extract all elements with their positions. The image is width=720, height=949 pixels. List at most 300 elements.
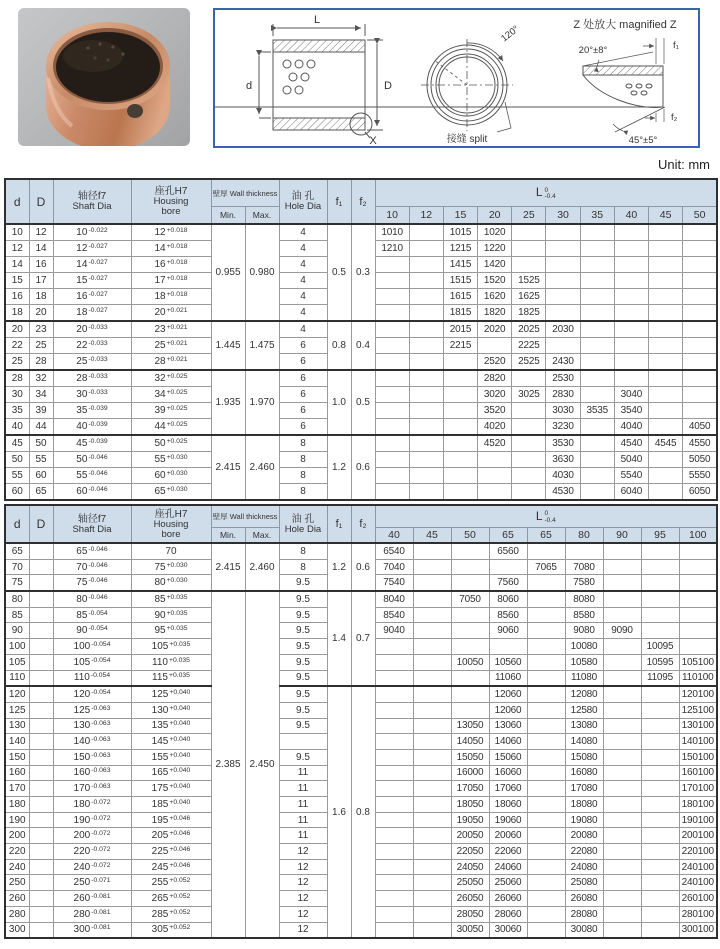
shaft-dia-cell: $28^{-0.033}$ xyxy=(53,370,131,387)
l-value-cell xyxy=(683,403,717,419)
l-value-cell: 2020 xyxy=(478,321,512,338)
l-column-header: 90 xyxy=(603,528,641,544)
tolerance: -0.081 xyxy=(91,908,111,916)
shaft-dia-cell: $50^{-0.046}$ xyxy=(53,452,131,468)
housing-bore-cell: $44^{+0.025}$ xyxy=(131,419,211,436)
tolerance: +0.018 xyxy=(166,259,188,266)
hole-dia-cell: 4 xyxy=(279,224,327,241)
l-value-cell xyxy=(413,906,451,922)
l-value-cell xyxy=(478,484,512,501)
shaft-dia-cell: $10^{-0.022}$ xyxy=(53,224,131,241)
tolerance: -0.046 xyxy=(88,577,108,585)
d-cell: 90 xyxy=(5,623,29,639)
d-cell: 35 xyxy=(5,403,29,419)
l-value-cell: 8560 xyxy=(489,607,527,623)
l-value-cell: 18080 xyxy=(565,797,603,813)
housing-bore-cell: $135^{+0.040}$ xyxy=(131,718,211,734)
l-value-cell xyxy=(409,338,443,354)
D-cell xyxy=(29,875,53,891)
housing-bore-cell: $55^{+0.030}$ xyxy=(131,452,211,468)
L-tolerance: 0 -0.4 xyxy=(544,510,556,524)
housing-bore-cell: $28^{+0.021}$ xyxy=(131,354,211,371)
hole-dia-cell: 9.5 xyxy=(279,749,327,765)
l-value-cell xyxy=(580,241,614,257)
l-value-cell xyxy=(641,702,679,718)
D-cell xyxy=(29,906,53,922)
l-value-cell xyxy=(580,370,614,387)
hole-dia-cell: 4 xyxy=(279,273,327,289)
l-value-cell xyxy=(603,543,641,559)
f2-label: f₂ xyxy=(671,112,678,123)
D-cell: 60 xyxy=(29,468,53,484)
l-value-cell xyxy=(375,797,413,813)
l-value-cell: 260100 xyxy=(679,891,717,907)
tolerance: -0.054 xyxy=(88,609,108,617)
f2-value-cell: 0.5 xyxy=(351,370,375,435)
d-cell: 105 xyxy=(5,654,29,670)
l-value-cell xyxy=(603,639,641,655)
dim-d-label: d xyxy=(245,80,253,92)
l-value-cell xyxy=(527,797,565,813)
l-value-cell xyxy=(409,354,443,371)
l-value-cell: 7040 xyxy=(375,559,413,575)
l-value-cell: 4520 xyxy=(478,435,512,452)
D-cell: 16 xyxy=(29,257,53,273)
l-value-cell xyxy=(409,321,443,338)
wall-max-cell: 1.475 xyxy=(245,321,279,370)
l-value-cell xyxy=(375,468,409,484)
housing-bore-cell: $85^{+0.035}$ xyxy=(131,591,211,607)
l-value-cell xyxy=(512,484,546,501)
d-cell: 20 xyxy=(5,321,29,338)
spec-row xyxy=(5,591,717,607)
l-value-cell xyxy=(443,484,477,501)
l-value-cell: 1220 xyxy=(478,241,512,257)
wall-max-cell: 2.460 xyxy=(245,435,279,500)
l-column-header: 65 xyxy=(527,528,565,544)
housing-bore-cell: $125^{+0.040}$ xyxy=(131,686,211,702)
wall-min-cell: 1.935 xyxy=(211,370,245,435)
D-cell xyxy=(29,828,53,844)
l-column-header: 50 xyxy=(683,207,717,225)
hole-dia-cell: 4 xyxy=(279,289,327,305)
tolerance: +0.021 xyxy=(166,307,188,314)
D-cell: 12 xyxy=(29,224,53,241)
l-value-cell xyxy=(603,559,641,575)
tolerance: +0.040 xyxy=(169,798,191,806)
d-cell: 14 xyxy=(5,257,29,273)
l-value-cell xyxy=(527,906,565,922)
hole-dia-cell: 12 xyxy=(279,844,327,860)
shaft-dia-cell: $110^{-0.054}$ xyxy=(53,670,131,686)
shaft-dia-cell: $200^{-0.072}$ xyxy=(53,828,131,844)
d-cell: 80 xyxy=(5,591,29,607)
f1-value-cell: 1.6 xyxy=(327,686,351,938)
f2-value-cell: 0.3 xyxy=(351,224,375,321)
l-value-cell xyxy=(375,844,413,860)
l-value-cell xyxy=(409,419,443,436)
housing-bore-cell: $145^{+0.040}$ xyxy=(131,734,211,750)
l-value-cell xyxy=(478,338,512,354)
tolerance: -0.063 xyxy=(91,767,111,775)
l-value-cell: 25080 xyxy=(565,875,603,891)
l-value-cell xyxy=(546,257,580,273)
l-value-cell xyxy=(409,224,443,241)
l-value-cell xyxy=(375,639,413,655)
housing-bore-cell: $39^{+0.025}$ xyxy=(131,403,211,419)
D-cell: 39 xyxy=(29,403,53,419)
tolerance: +0.040 xyxy=(169,704,191,712)
l-column-header: 10 xyxy=(375,207,409,225)
l-value-cell: 24080 xyxy=(565,859,603,875)
shaft-dia-cell: $260^{-0.081}$ xyxy=(53,891,131,907)
l-value-cell xyxy=(512,435,546,452)
housing-bore-cell: $265^{+0.052}$ xyxy=(131,891,211,907)
tolerance: -0.072 xyxy=(91,814,111,822)
hole-dia-cell: 9.5 xyxy=(279,702,327,718)
l-value-cell: 180100 xyxy=(679,797,717,813)
l-value-cell: 7560 xyxy=(489,575,527,591)
l-value-cell: 1815 xyxy=(443,305,477,322)
l-value-cell: 28060 xyxy=(489,906,527,922)
header-hole-en: Hole Dia xyxy=(284,201,322,212)
shaft-dia-cell: $60^{-0.046}$ xyxy=(53,484,131,501)
header-hole-en: Hole Dia xyxy=(284,523,322,535)
l-value-cell xyxy=(649,321,683,338)
shaft-dia-cell: $22^{-0.033}$ xyxy=(53,338,131,354)
d-cell: 110 xyxy=(5,670,29,686)
l-value-cell: 12080 xyxy=(565,686,603,702)
l-value-cell: 125100 xyxy=(679,702,717,718)
spec-row xyxy=(5,224,717,241)
l-value-cell xyxy=(413,875,451,891)
tolerance: -0.063 xyxy=(91,736,111,744)
l-value-cell: 12580 xyxy=(565,702,603,718)
tolerance: +0.052 xyxy=(169,877,191,885)
D-cell: 25 xyxy=(29,338,53,354)
shaft-dia-cell: $150^{-0.063}$ xyxy=(53,749,131,765)
l-value-cell: 10560 xyxy=(489,654,527,670)
d-cell: 50 xyxy=(5,452,29,468)
l-value-cell: 4020 xyxy=(478,419,512,436)
D-cell xyxy=(29,922,53,938)
l-value-cell xyxy=(649,468,683,484)
header-f1: f₁ xyxy=(327,179,351,224)
spec-table-small-sizes xyxy=(4,178,718,501)
housing-bore-cell: $305^{+0.052}$ xyxy=(131,922,211,938)
l-value-cell: 2030 xyxy=(546,321,580,338)
l-value-cell xyxy=(413,859,451,875)
l-value-cell xyxy=(580,224,614,241)
l-value-cell xyxy=(413,607,451,623)
l-value-cell: 10050 xyxy=(451,654,489,670)
l-value-cell xyxy=(580,484,614,501)
D-cell: 14 xyxy=(29,241,53,257)
l-value-cell xyxy=(375,718,413,734)
l-value-cell: 200100 xyxy=(679,828,717,844)
l-value-cell xyxy=(443,419,477,436)
l-value-cell: 13080 xyxy=(565,718,603,734)
l-value-cell xyxy=(375,452,409,468)
l-value-cell xyxy=(512,452,546,468)
l-value-cell xyxy=(603,828,641,844)
l-value-cell xyxy=(603,844,641,860)
tolerance: -0.054 xyxy=(91,656,111,664)
l-value-cell: 17080 xyxy=(565,781,603,797)
l-value-cell xyxy=(679,639,717,655)
tolerance: -0.039 xyxy=(88,438,108,445)
l-value-cell xyxy=(683,305,717,322)
l-value-cell: 3230 xyxy=(546,419,580,436)
shaft-dia-cell: $30^{-0.033}$ xyxy=(53,387,131,403)
l-value-cell: 30080 xyxy=(565,922,603,938)
l-value-cell xyxy=(375,749,413,765)
hole-dia-cell: 6 xyxy=(279,370,327,387)
l-value-cell xyxy=(603,607,641,623)
l-value-cell: 1620 xyxy=(478,289,512,305)
l-value-cell xyxy=(527,891,565,907)
l-value-cell: 170100 xyxy=(679,781,717,797)
l-value-cell: 4040 xyxy=(614,419,648,436)
l-value-cell xyxy=(546,241,580,257)
l-value-cell xyxy=(443,452,477,468)
l-value-cell: 8060 xyxy=(489,591,527,607)
tolerance: +0.040 xyxy=(169,689,191,697)
l-value-cell xyxy=(451,639,489,655)
l-value-cell xyxy=(649,305,683,322)
l-value-cell xyxy=(409,305,443,322)
header-hole-cn: 油 孔 xyxy=(291,191,315,202)
l-value-cell: 28080 xyxy=(565,906,603,922)
l-value-cell: 30060 xyxy=(489,922,527,938)
tolerance: -0.046 xyxy=(88,486,108,493)
l-value-cell: 15060 xyxy=(489,749,527,765)
l-value-cell xyxy=(512,468,546,484)
l-value-cell xyxy=(649,387,683,403)
shaft-dia-cell: $170^{-0.063}$ xyxy=(53,781,131,797)
l-value-cell xyxy=(580,354,614,371)
spec-row xyxy=(5,370,717,387)
spec-table-large-sizes xyxy=(4,504,718,939)
l-value-cell xyxy=(409,403,443,419)
l-value-cell xyxy=(603,654,641,670)
D-cell xyxy=(29,686,53,702)
tolerance: +0.021 xyxy=(166,324,188,331)
l-value-cell: 1015 xyxy=(443,224,477,241)
l-value-cell xyxy=(580,387,614,403)
tolerance: +0.052 xyxy=(169,892,191,900)
l-value-cell xyxy=(375,435,409,452)
d-cell: 100 xyxy=(5,639,29,655)
d-cell: 125 xyxy=(5,702,29,718)
l-value-cell: 17060 xyxy=(489,781,527,797)
l-value-cell xyxy=(683,273,717,289)
l-value-cell xyxy=(375,670,413,686)
l-value-cell xyxy=(546,273,580,289)
housing-bore-cell: $75^{+0.030}$ xyxy=(131,559,211,575)
wall-max-cell: 2.460 xyxy=(245,543,279,591)
l-column-header: 30 xyxy=(546,207,580,225)
l-value-cell: 130100 xyxy=(679,718,717,734)
tolerance: -0.072 xyxy=(91,845,111,853)
housing-bore-cell: $17^{+0.018}$ xyxy=(131,273,211,289)
l-value-cell xyxy=(641,607,679,623)
l-value-cell xyxy=(443,468,477,484)
hole-dia-cell: 6 xyxy=(279,387,327,403)
l-value-cell: 18060 xyxy=(489,797,527,813)
l-value-cell xyxy=(375,765,413,781)
header-f2: f₂ xyxy=(351,505,375,543)
l-value-cell xyxy=(679,559,717,575)
l-value-cell: 1820 xyxy=(478,305,512,322)
l-value-cell: 280100 xyxy=(679,906,717,922)
shaft-dia-cell: $40^{-0.039}$ xyxy=(53,419,131,436)
l-value-cell xyxy=(527,812,565,828)
D-cell xyxy=(29,639,53,655)
l-value-cell xyxy=(527,718,565,734)
hole-dia-cell: 6 xyxy=(279,419,327,436)
housing-bore-cell: $95^{+0.035}$ xyxy=(131,623,211,639)
l-value-cell: 22060 xyxy=(489,844,527,860)
header-housing-en2: bore xyxy=(161,206,181,217)
shaft-dia-cell: $65^{-0.046}$ xyxy=(53,543,131,559)
l-value-cell xyxy=(641,765,679,781)
l-value-cell: 4030 xyxy=(546,468,580,484)
l-value-cell xyxy=(375,781,413,797)
l-value-cell xyxy=(413,765,451,781)
l-value-cell: 11080 xyxy=(565,670,603,686)
shaft-dia-cell: $100^{-0.054}$ xyxy=(53,639,131,655)
header-D: D xyxy=(29,179,53,224)
l-value-cell: 2520 xyxy=(478,354,512,371)
l-value-cell: 1625 xyxy=(512,289,546,305)
l-value-cell: 6040 xyxy=(614,484,648,501)
l-column-header: 45 xyxy=(649,207,683,225)
D-cell: 23 xyxy=(29,321,53,338)
l-value-cell xyxy=(614,305,648,322)
l-value-cell: 120100 xyxy=(679,686,717,702)
l-value-cell: 105100 xyxy=(679,654,717,670)
D-cell: 20 xyxy=(29,305,53,322)
housing-bore-cell: $18^{+0.018}$ xyxy=(131,289,211,305)
hole-dia-cell: 9.5 xyxy=(279,654,327,670)
l-value-cell xyxy=(649,241,683,257)
l-column-header: 40 xyxy=(375,528,413,544)
hole-dia-cell: 12 xyxy=(279,891,327,907)
l-value-cell: 19080 xyxy=(565,812,603,828)
l-value-cell xyxy=(413,718,451,734)
l-column-header: 35 xyxy=(580,207,614,225)
l-value-cell: 2820 xyxy=(478,370,512,387)
hole-dia-cell: 12 xyxy=(279,875,327,891)
l-value-cell: 1615 xyxy=(443,289,477,305)
l-value-cell: 3040 xyxy=(614,387,648,403)
l-value-cell: 7050 xyxy=(451,591,489,607)
hole-dia-cell: 12 xyxy=(279,859,327,875)
d-cell: 55 xyxy=(5,468,29,484)
l-value-cell: 2525 xyxy=(512,354,546,371)
l-value-cell xyxy=(375,484,409,501)
d-cell: 190 xyxy=(5,812,29,828)
tolerance: -0.046 xyxy=(88,545,108,553)
angle-120-label: 120° xyxy=(499,23,522,45)
l-value-cell: 2830 xyxy=(546,387,580,403)
l-value-cell xyxy=(641,559,679,575)
bushing-photo-illustration xyxy=(18,8,190,146)
shaft-dia-cell: $45^{-0.039}$ xyxy=(53,435,131,452)
l-value-cell xyxy=(375,403,409,419)
wall-max-cell: 2.450 xyxy=(245,591,279,938)
tolerance: -0.081 xyxy=(91,924,111,932)
tolerance: -0.063 xyxy=(91,783,111,791)
shaft-dia-cell: $20^{-0.033}$ xyxy=(53,321,131,338)
l-value-cell xyxy=(603,875,641,891)
dim-X-label: X xyxy=(369,135,377,146)
l-value-cell: 4550 xyxy=(683,435,717,452)
tolerance: -0.046 xyxy=(88,470,108,477)
l-value-cell: 8540 xyxy=(375,607,413,623)
l-value-cell: 3020 xyxy=(478,387,512,403)
wall-min-cell: 0.955 xyxy=(211,224,245,321)
l-value-cell xyxy=(641,797,679,813)
shaft-dia-cell: $35^{-0.039}$ xyxy=(53,403,131,419)
l-value-cell xyxy=(413,591,451,607)
shaft-dia-cell: $16^{-0.027}$ xyxy=(53,289,131,305)
l-value-cell xyxy=(512,370,546,387)
l-value-cell xyxy=(649,484,683,501)
l-value-cell xyxy=(375,654,413,670)
housing-bore-cell: $20^{+0.021}$ xyxy=(131,305,211,322)
l-value-cell: 19060 xyxy=(489,812,527,828)
tolerance: +0.025 xyxy=(166,421,188,428)
l-value-cell: 1515 xyxy=(443,273,477,289)
tolerance: +0.052 xyxy=(169,924,191,932)
d-cell: 28 xyxy=(5,370,29,387)
l-value-cell xyxy=(641,575,679,591)
l-value-cell: 11060 xyxy=(489,670,527,686)
l-column-header: 20 xyxy=(478,207,512,225)
l-value-cell xyxy=(603,670,641,686)
l-value-cell xyxy=(679,575,717,591)
header-max: Max. xyxy=(245,207,279,225)
l-value-cell: 25060 xyxy=(489,875,527,891)
l-value-cell: 5050 xyxy=(683,452,717,468)
l-value-cell: 9040 xyxy=(375,623,413,639)
l-value-cell: 2215 xyxy=(443,338,477,354)
l-value-cell xyxy=(375,828,413,844)
tolerance: +0.030 xyxy=(166,577,188,585)
l-value-cell xyxy=(641,859,679,875)
shaft-dia-cell: $190^{-0.072}$ xyxy=(53,812,131,828)
l-value-cell xyxy=(614,321,648,338)
l-value-cell: 26080 xyxy=(565,891,603,907)
table2-body xyxy=(5,543,717,938)
l-value-cell: 20060 xyxy=(489,828,527,844)
l-value-cell xyxy=(409,387,443,403)
l-value-cell xyxy=(413,559,451,575)
wall-min-cell: 1.445 xyxy=(211,321,245,370)
housing-bore-cell: $130^{+0.040}$ xyxy=(131,702,211,718)
l-value-cell xyxy=(443,370,477,387)
l-value-cell: 30050 xyxy=(451,922,489,938)
product-photo xyxy=(18,8,190,146)
l-value-cell xyxy=(451,607,489,623)
D-cell: 18 xyxy=(29,289,53,305)
housing-bore-cell: $23^{+0.021}$ xyxy=(131,321,211,338)
housing-bore-cell: $225^{+0.046}$ xyxy=(131,844,211,860)
l-value-cell xyxy=(375,875,413,891)
tolerance: -0.063 xyxy=(91,751,111,759)
